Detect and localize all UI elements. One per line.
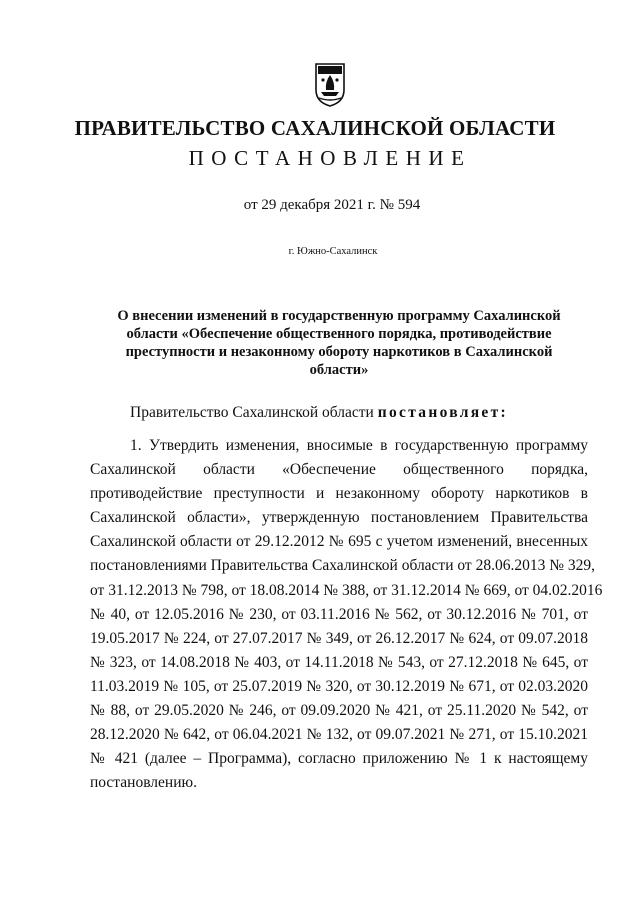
- subject-line: области «Обеспечение общественного порядка, противодействие: [126, 326, 552, 342]
- paragraph-line: постановлению.: [90, 774, 197, 792]
- paragraph-line: № 421 (далее – Программа), согласно приложению № 1 к настоящему: [90, 750, 588, 768]
- paragraph-line: № 88, от 29.05.2020 № 246, от 09.09.2020 № 421, от 25.11.2020 № 542, от: [90, 702, 588, 720]
- paragraph-line: 19.05.2017 № 224, от 27.07.2017 № 349, от 26.12.2017 № 624, от 09.07.2018: [90, 629, 588, 647]
- subject-line: области»: [309, 362, 369, 378]
- intro-prefix: Правительство Сахалинской области: [130, 404, 378, 421]
- paragraph-line: постановлениями Правительства Сахалинской области от 28.06.2013 № 329,: [90, 557, 595, 575]
- government-title: ПРАВИТЕЛЬСТВО САХАЛИНСКОЙ ОБЛАСТИ: [74, 116, 556, 140]
- coat-of-arms-icon: [313, 60, 347, 108]
- resolution-intro: [130, 404, 508, 422]
- subject-line: преступности и незаконному обороту наркотиков в Сахалинской: [125, 344, 553, 360]
- paragraph-line: Сахалинской области», утвержденную постановлением Правительства: [90, 509, 588, 527]
- paragraph-line: от 31.12.2013 № 798, от 18.08.2014 № 388, от 31.12.2014 № 669, от 04.02.2016: [90, 581, 603, 599]
- document-type: ПОСТАНОВЛЕНИЕ: [188, 146, 472, 170]
- intro-emphasis: постановляет:: [377, 404, 508, 421]
- paragraph-line: 11.03.2019 № 105, от 25.07.2019 № 320, от 30.12.2019 № 671, от 02.03.2020: [90, 677, 588, 695]
- resolution-paragraph: [90, 434, 603, 795]
- document-subject: [108, 307, 570, 379]
- paragraph-line: Сахалинской области от 29.12.2012 № 695 с учетом изменений, внесенных: [90, 533, 588, 551]
- subject-line: О внесении изменений в государственную программу Сахалинской: [117, 308, 561, 324]
- paragraph-line: № 323, от 14.08.2018 № 403, от 14.11.2018 № 543, от 27.12.2018 № 645, от: [90, 653, 588, 671]
- paragraph-line: № 40, от 12.05.2016 № 230, от 03.11.2016 № 562, от 30.12.2016 № 701, от: [90, 605, 588, 623]
- document-date-number: от 29 декабря 2021 г. № 594: [243, 197, 421, 213]
- paragraph-line: Сахалинской области «Обеспечение общественного порядка,: [90, 461, 588, 479]
- paragraph-line: противодействие преступности и незаконному обороту наркотиков в: [90, 485, 588, 503]
- document-city: г. Южно-Сахалинск: [288, 246, 378, 257]
- paragraph-line: 1. Утвердить изменения, вносимые в государственную программу: [130, 437, 588, 454]
- paragraph-line: 28.12.2020 № 642, от 06.04.2021 № 132, от 09.07.2021 № 271, от 15.10.2021: [90, 726, 588, 744]
